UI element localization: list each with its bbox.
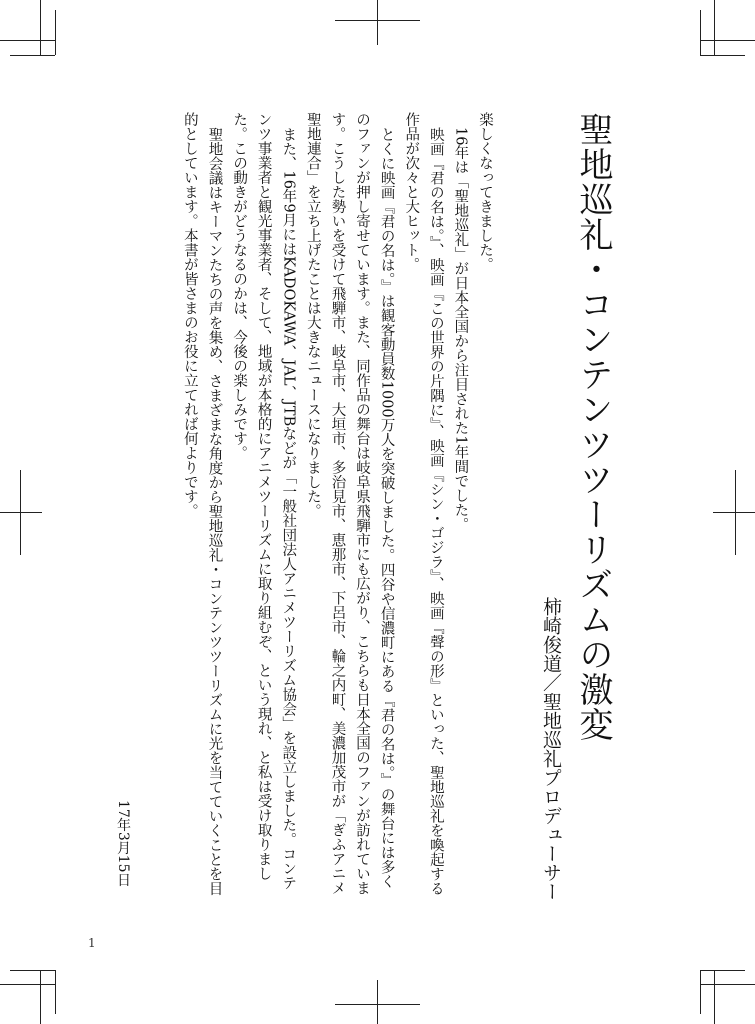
- crop-mark: [735, 470, 736, 555]
- body-text: [177, 112, 497, 902]
- crop-mark: [0, 512, 42, 513]
- crop-mark: [700, 970, 701, 1014]
- crop-mark: [700, 40, 755, 41]
- paragraph: 16年は「聖地巡礼」が日本全国から注目された1年間でした。: [452, 126, 469, 532]
- paragraph: また、16年9月にはKADOKAWA、JAL、JTBなどが「一般社団法人アニメツーリズム協会」を設立しました。コンテンツ事業者と観光事業者、そして、地域が本格的にアニメツーリズムに取り組むぞ、という現れ、と私は受け取りました。この動きがどうなるのかは、今後の楽しみです。: [231, 112, 297, 890]
- crop-mark: [714, 970, 715, 1024]
- crop-mark: [700, 984, 755, 985]
- crop-mark: [700, 55, 745, 56]
- paragraph: 映画『君の名は。』、映画『この世界の片隅に』、映画『シン・ゴジラ』、映画『聲の形』といった、聖地巡礼を喚起する作品が次々と大ヒット。: [403, 112, 444, 895]
- paragraph: 聖地会議はキーマンたちの声を集め、さまざまな角度から聖地巡礼・コンテンツツーリズムに光を当てていくことを目的としています。本書が皆さまのお役に立てれば何よりです。: [181, 112, 223, 895]
- crop-mark: [10, 55, 55, 56]
- author-line: 柿崎俊道／聖地巡礼プロデューサー: [540, 597, 562, 901]
- crop-mark: [20, 470, 21, 555]
- crop-mark: [714, 0, 715, 55]
- date-line: 17年3月15日: [115, 800, 131, 887]
- crop-mark: [40, 970, 41, 1024]
- crop-mark: [0, 984, 55, 985]
- crop-mark: [700, 10, 701, 55]
- paragraph: 楽しくなってきました。: [477, 112, 493, 272]
- crop-mark: [10, 970, 55, 971]
- page-number: 1: [88, 936, 96, 950]
- crop-mark: [377, 0, 378, 45]
- page-title: 聖地巡礼・コンテンツツーリズムの激変: [573, 112, 613, 742]
- crop-mark: [713, 512, 755, 513]
- crop-mark: [700, 970, 745, 971]
- crop-mark: [55, 970, 56, 1014]
- crop-mark: [377, 980, 378, 1024]
- crop-mark: [40, 0, 41, 55]
- crop-mark: [55, 10, 56, 55]
- paragraph: とくに映画『君の名は。』は観客動員数1000万人を突破しました。四谷や信濃町にある『君の名は。』の舞台には多くのファンが押し寄せています。また、同作品の舞台は岐阜県飛騨市にも広がり、こちらも日本全国のファンが訪れています。こうした勢いを受けて飛騨市、岐阜市、大垣市、多治見市、恵那市、下呂市、輪之内町、美濃加茂市が「ぎふアニメ聖地連合」を立ち上げたことは大きなニュースになりました。: [304, 112, 395, 895]
- crop-mark: [0, 40, 55, 41]
